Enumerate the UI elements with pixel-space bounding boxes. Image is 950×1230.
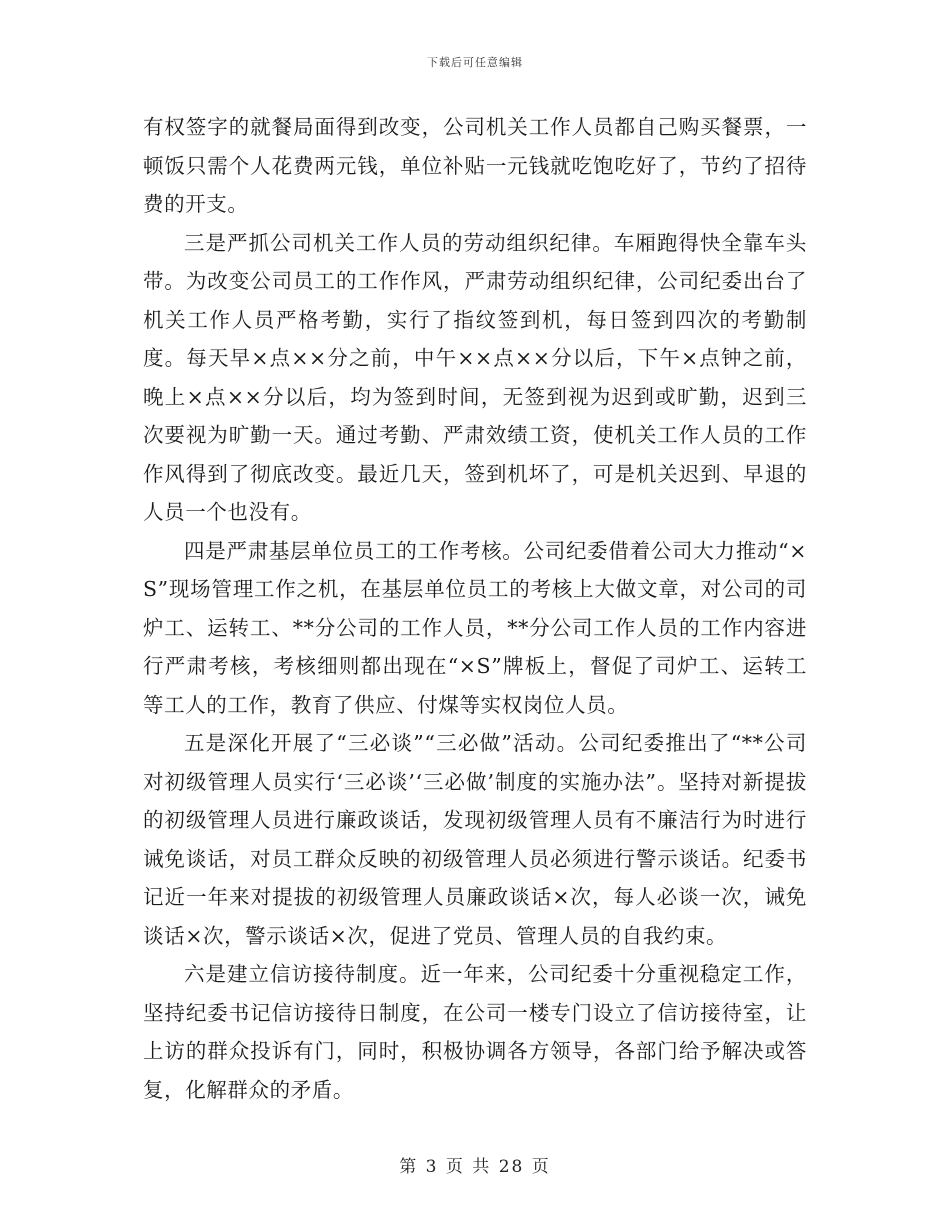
paragraph-three-talks: 五是深化开展了“三必谈”“三必做”活动。公司纪委推出了“**公司对初级管理人员实行‘三必谈’‘三必做’制度的实施办法”。坚持对新提拔的初级管理人员进行廉政谈话，发现初级管理人员有不廉洁行为时进行诫免谈话，对员工群众反映的初级管理人员必须进行警示谈话。纪委书记近一年来对提拔的初级管理人员廉政谈话×次，每人必谈一次，诫免谈话×次，警示谈话×次，促进了党员、管理人员的自我约束。 xyxy=(143,731,807,948)
document-body xyxy=(143,108,807,1109)
paragraph-staff-assessment: 四是严肃基层单位员工的工作考核。公司纪委借着公司大力推动“×S”现场管理工作之机，在基层单位员工的考核上大做文章，对公司的司炉工、运转工、**分公司的工作人员，**分公司工作人员的工作内容进行严肃考核，考核细则都出现在“×S”牌板上，督促了司炉工、运转工等工人的工作，教育了供应、付煤等实权岗位人员。 xyxy=(143,538,807,717)
page-header: 下载后可任意编辑 xyxy=(427,56,523,69)
paragraph-continuation: 有权签字的就餐局面得到改变，公司机关工作人员都自己购买餐票，一顿饭只需个人花费两元钱，单位补贴一元钱就吃饱吃好了，节约了招待费的开支。 xyxy=(143,115,807,216)
paragraph-labor-discipline: 三是严抓公司机关工作人员的劳动组织纪律。车厢跑得快全靠车头带。为改变公司员工的工作作风，严肃劳动组织纪律，公司纪委出台了机关工作人员严格考勤，实行了指纹签到机，每日签到四次的考勤制度。每天早×点××分之前，中午××点××分以后，下午×点钟之前，晚上×点××分以后，均为签到时间，无签到视为迟到或旷勤，迟到三次要视为旷勤一天。通过考勤、严肃效绩工资，使机关工作人员的工作作风得到了彻底改变。最近几天，签到机坏了，可是机关迟到、早退的人员一个也没有。 xyxy=(143,230,807,524)
page-footer: 第 3 页 共 28 页 xyxy=(399,1157,551,1177)
paragraph-petition-reception: 六是建立信访接待制度。近一年来，公司纪委十分重视稳定工作，坚持纪委书记信访接待日制度，在公司一楼专门设立了信访接待室，让上访的群众投诉有门，同时，积极协调各方领导，各部门给予解决或答复，化解群众的矛盾。 xyxy=(143,962,807,1102)
